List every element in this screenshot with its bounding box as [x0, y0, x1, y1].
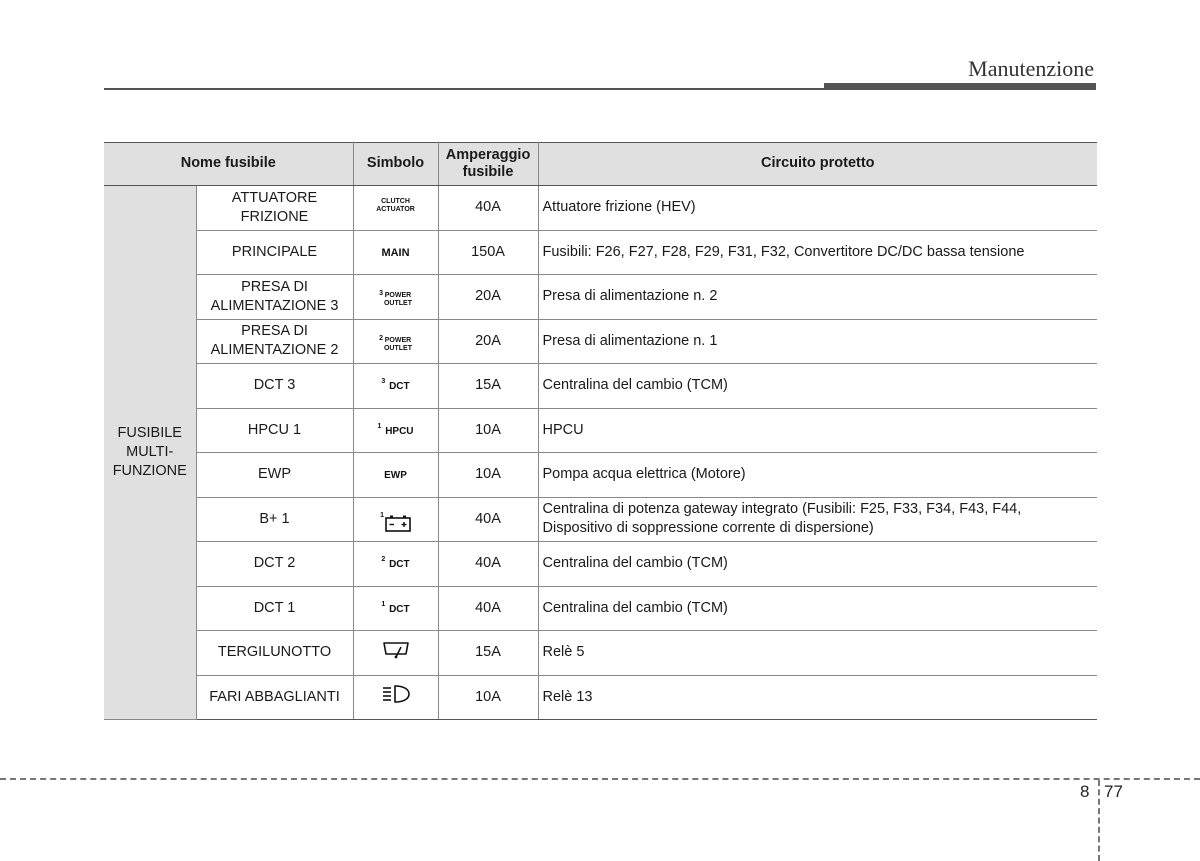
fuse-symbol — [353, 319, 438, 364]
fuse-circuit: Centralina del cambio (TCM) — [538, 586, 1097, 631]
symbol-text: DCT — [389, 381, 410, 393]
fuse-circuit: Fusibili: F26, F27, F28, F29, F31, F32, Convertitore DC/DC bassa tensione — [538, 230, 1097, 275]
fuse-amperage: 150A — [438, 230, 538, 275]
dct-symbol — [381, 558, 409, 571]
symbol-text: DCT — [389, 603, 410, 615]
fuse-name-line2: ALIMENTAZIONE 2 — [210, 342, 339, 359]
symbol-line2: OUTLET — [383, 344, 412, 352]
fuse-amperage: 10A — [438, 408, 538, 453]
footer-dashed-divider — [1098, 780, 1100, 861]
fuse-circuit: HPCU — [538, 408, 1097, 453]
symbol-superscript: 3 — [379, 290, 383, 298]
fuse-symbol — [353, 230, 438, 275]
table-row — [104, 453, 1097, 498]
symbol-line2: OUTLET — [383, 300, 412, 308]
group-label-line1: FUSIBILE — [117, 425, 182, 442]
fuse-amperage: 40A — [438, 586, 538, 631]
clutch-actuator-symbol — [376, 198, 415, 214]
fuse-amperage: 40A — [438, 542, 538, 587]
table-row — [104, 675, 1097, 720]
header-rule-thick — [824, 83, 1096, 90]
fuse-name: EWP — [196, 453, 353, 498]
symbol-superscript: 3 — [381, 378, 386, 386]
fuse-symbol — [353, 364, 438, 409]
fuse-amperage: 40A — [438, 186, 538, 231]
symbol-line1: POWER — [384, 292, 412, 300]
header-circuit: Circuito protetto — [538, 143, 1097, 186]
fuse-name-line2: FRIZIONE — [240, 208, 309, 225]
fuse-name-line1: PRESA DI — [241, 278, 308, 295]
battery-symbol — [380, 511, 411, 532]
group-label-cell — [104, 186, 196, 720]
table-row — [104, 586, 1097, 631]
fuse-table — [104, 142, 1097, 720]
symbol-superscript: 2 — [381, 556, 386, 564]
fuse-circuit: Centralina del cambio (TCM) — [538, 364, 1097, 409]
table-row — [104, 364, 1097, 409]
fuse-name: TERGILUNOTTO — [196, 631, 353, 676]
fuse-amperage: 20A — [438, 275, 538, 320]
fuse-circuit: Presa di alimentazione n. 2 — [538, 275, 1097, 320]
page-number: 77 — [1104, 782, 1123, 801]
fuse-name — [196, 186, 353, 231]
fuse-circuit: Centralina del cambio (TCM) — [538, 542, 1097, 587]
dct-symbol — [381, 380, 409, 393]
fuse-circuit-line2: Dispositivo di soppressione corrente di dispersione) — [542, 520, 874, 537]
power-outlet-symbol — [379, 334, 412, 353]
table-row — [104, 542, 1097, 587]
fuse-symbol — [353, 631, 438, 676]
header-name: Nome fusibile — [104, 143, 353, 186]
fuse-name-line1: PRESA DI — [241, 323, 308, 340]
fuse-symbol — [353, 453, 438, 498]
fuse-circuit: Presa di alimentazione n. 1 — [538, 319, 1097, 364]
symbol-text: HPCU — [385, 425, 414, 437]
rear-wiper-icon — [382, 640, 410, 660]
fuse-amperage: 15A — [438, 631, 538, 676]
fuse-name: FARI ABBAGLIANTI — [196, 675, 353, 720]
table-row — [104, 319, 1097, 364]
fuse-amperage: 40A — [438, 497, 538, 542]
fuse-name: DCT 3 — [196, 364, 353, 409]
header-symbol: Simbolo — [353, 143, 438, 186]
fuse-symbol — [353, 542, 438, 587]
fuse-amperage: 15A — [438, 364, 538, 409]
fuse-amperage: 20A — [438, 319, 538, 364]
table-header-row — [104, 143, 1097, 186]
high-beam-icon — [381, 684, 411, 704]
table-row — [104, 186, 1097, 231]
symbol-line1: POWER — [384, 336, 412, 344]
fuse-circuit: Pompa acqua elettrica (Motore) — [538, 453, 1097, 498]
footer-dashed-rule — [0, 778, 1200, 780]
fuse-circuit: Relè 5 — [538, 631, 1097, 676]
symbol-superscript: 1 — [381, 600, 386, 608]
symbol-superscript: 1 — [377, 422, 382, 430]
symbol-line1: CLUTCH — [381, 198, 410, 206]
fuse-amperage: 10A — [438, 675, 538, 720]
fuse-name: DCT 2 — [196, 542, 353, 587]
fuse-name — [196, 319, 353, 364]
group-label-line3: FUNZIONE — [112, 462, 187, 479]
fuse-name: B+ 1 — [196, 497, 353, 542]
header-amperage-line1: Amperaggio — [445, 146, 531, 163]
fuse-symbol — [353, 275, 438, 320]
dct-symbol — [381, 600, 410, 616]
fuse-symbol — [353, 675, 438, 720]
section-number: 8 — [1080, 782, 1090, 801]
table-row — [104, 230, 1097, 275]
symbol-superscript: 2 — [379, 334, 383, 342]
battery-icon — [385, 514, 411, 532]
table-row — [104, 631, 1097, 676]
fuse-circuit: Relè 13 — [538, 675, 1097, 720]
symbol-superscript: 1 — [380, 511, 384, 519]
header-rule-thin — [104, 88, 826, 90]
symbol-text: DCT — [389, 559, 410, 571]
main-symbol: MAIN — [381, 246, 410, 259]
fuse-symbol — [353, 408, 438, 453]
ewp-symbol: EWP — [384, 470, 407, 482]
header-amperage — [438, 143, 538, 186]
fuse-symbol — [353, 497, 438, 542]
fuse-name: HPCU 1 — [196, 408, 353, 453]
fuse-amperage: 10A — [438, 453, 538, 498]
page-header-title: Manutenzione — [968, 56, 1094, 81]
table-row — [104, 408, 1097, 453]
hpcu-symbol — [377, 422, 414, 438]
fuse-name: PRINCIPALE — [196, 230, 353, 275]
fuse-name — [196, 275, 353, 320]
fuse-circuit: Attuatore frizione (HEV) — [538, 186, 1097, 231]
fuse-name: DCT 1 — [196, 586, 353, 631]
table-row — [104, 275, 1097, 320]
power-outlet-symbol — [379, 292, 412, 308]
group-label-line2: MULTI- — [126, 444, 174, 461]
fuse-symbol — [353, 586, 438, 631]
symbol-line2: ACTUATOR — [376, 206, 415, 214]
fuse-name-line1: ATTUATORE — [231, 189, 318, 206]
fuse-circuit — [538, 497, 1097, 542]
fuse-name-line2: ALIMENTAZIONE 3 — [210, 297, 339, 314]
fuse-symbol — [353, 186, 438, 231]
header-amperage-line2: fusibile — [462, 164, 514, 180]
table-row — [104, 497, 1097, 542]
fuse-circuit-line1: Centralina di potenza gateway integrato (Fusibili: F25, F33, F34, F43, F44, — [542, 501, 1022, 518]
